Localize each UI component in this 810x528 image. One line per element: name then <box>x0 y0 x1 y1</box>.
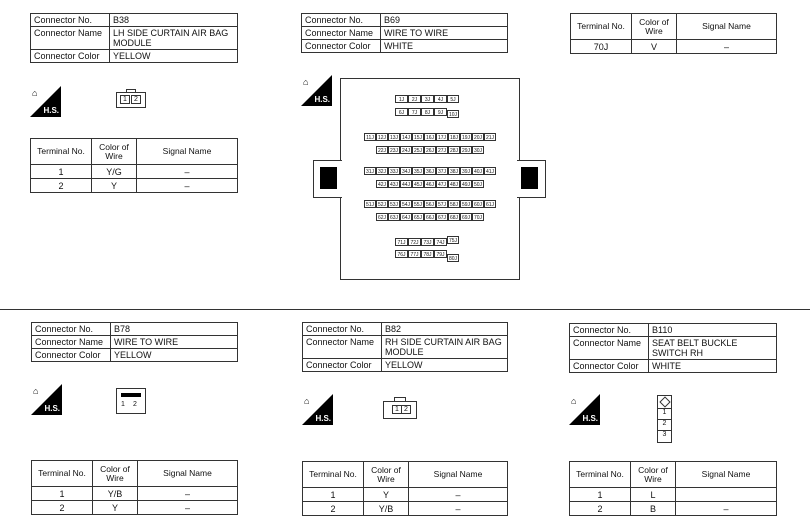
pin-54j: 54J <box>401 202 411 208</box>
pin-63j: 63J <box>389 215 399 221</box>
table-row: 2 Y – <box>31 179 238 193</box>
pin-27j: 27J <box>437 148 447 154</box>
pin-46j: 46J <box>425 182 435 188</box>
pin-30j: 30J <box>473 148 483 154</box>
pin-48j: 48J <box>449 182 459 188</box>
pin-39j: 39J <box>461 169 471 175</box>
pin-17j: 17J <box>437 135 447 141</box>
hs-icon: ⌂ H.S. <box>303 77 330 104</box>
label-connector-name: Connector Name <box>302 27 381 40</box>
label-connector-name: Connector Name <box>31 27 110 50</box>
pin-71j: 71J <box>395 238 408 246</box>
table-row: 2 Y/B – <box>303 502 508 516</box>
connector-name: WIRE TO WIRE <box>111 336 238 349</box>
pin-31j: 31J <box>365 169 375 175</box>
pin-38j: 38J <box>449 169 459 175</box>
header-wire-color: Color of Wire <box>632 14 677 40</box>
pin-76j: 76J <box>395 250 408 258</box>
connector-face-b110 <box>657 395 672 443</box>
pin-7j: 7J <box>408 108 421 116</box>
pin-75j: 75J <box>448 238 458 244</box>
pin-3j: 3J <box>421 95 434 103</box>
pin-6j: 6J <box>395 108 408 116</box>
pin-22j: 22J <box>377 148 387 154</box>
pin-57j: 57J <box>437 202 447 208</box>
header-signal-name: Signal Name <box>137 139 238 165</box>
pin-23j: 23J <box>389 148 399 154</box>
header-signal-name: Signal Name <box>677 14 777 40</box>
terminal-table-b78 <box>31 460 238 515</box>
label-connector-name: Connector Name <box>32 336 111 349</box>
pin-50j: 50J <box>473 182 483 188</box>
table-row: 2 Y – <box>32 501 238 515</box>
pin-16j: 16J <box>425 135 435 141</box>
header-terminal-no: Terminal No. <box>571 14 632 40</box>
header-wire-color: Color of Wire <box>93 461 138 487</box>
pin-74j: 74J <box>434 238 447 246</box>
connector-color: WHITE <box>381 40 508 53</box>
pin-64j: 64J <box>401 215 411 221</box>
label-connector-color: Connector Color <box>570 360 649 373</box>
connector-name: SEAT BELT BUCKLE SWITCH RH <box>649 337 777 360</box>
pin-53j: 53J <box>389 202 399 208</box>
pin-66j: 66J <box>425 215 435 221</box>
pin-15j: 15J <box>413 135 423 141</box>
pin-44j: 44J <box>401 182 411 188</box>
connector-color: WHITE <box>649 360 777 373</box>
label-connector-no: Connector No. <box>302 14 381 27</box>
label-connector-no: Connector No. <box>31 14 110 27</box>
pin-29j: 29J <box>461 148 471 154</box>
table-row: 70J V – <box>571 40 777 54</box>
label-connector-no: Connector No. <box>303 323 382 336</box>
connector-name: LH SIDE CURTAIN AIR BAG MODULE <box>110 27 238 50</box>
pin-1: 1 <box>658 408 671 416</box>
pin-1: 1 <box>120 95 130 104</box>
connector-face-b38 <box>116 92 146 108</box>
pin-59j: 59J <box>461 202 471 208</box>
terminal-table-b69 <box>570 13 777 54</box>
header-wire-color: Color of Wire <box>92 139 137 165</box>
connector-color: YELLOW <box>110 50 238 63</box>
hs-icon: ⌂ H.S. <box>304 396 331 423</box>
table-row: 1 L <box>570 488 777 502</box>
pin-10j: 10J <box>448 112 458 118</box>
hs-icon: ⌂ H.S. <box>33 386 60 413</box>
connector-no: B69 <box>381 14 508 27</box>
header-terminal-no: Terminal No. <box>570 462 631 488</box>
table-row: 1 Y/B – <box>32 487 238 501</box>
connector-info-b110 <box>569 323 777 373</box>
label-connector-no: Connector No. <box>32 323 111 336</box>
header-wire-color: Color of Wire <box>631 462 676 488</box>
terminal-table-b82 <box>302 461 508 516</box>
pin-8j: 8J <box>421 108 434 116</box>
pin-72j: 72J <box>408 238 421 246</box>
label-connector-name: Connector Name <box>303 336 382 359</box>
table-row: 1 Y/G – <box>31 165 238 179</box>
terminal-table-b38 <box>30 138 238 193</box>
label-connector-color: Connector Color <box>32 349 111 362</box>
pin-51j: 51J <box>365 202 375 208</box>
connector-no: B78 <box>111 323 238 336</box>
connector-color: YELLOW <box>382 359 508 372</box>
table-row: 1 Y – <box>303 488 508 502</box>
pin-70j: 70J <box>473 215 483 221</box>
connector-name: WIRE TO WIRE <box>381 27 508 40</box>
header-signal-name: Signal Name <box>409 462 508 488</box>
table-row: 2 B – <box>570 502 777 516</box>
hs-icon: ⌂ H.S. <box>571 396 598 423</box>
pin-19j: 19J <box>461 135 471 141</box>
label-connector-color: Connector Color <box>31 50 110 63</box>
pin-78j: 78J <box>421 250 434 258</box>
connector-face-b82 <box>383 401 417 419</box>
pin-49j: 49J <box>461 182 471 188</box>
pin-11j: 11J <box>364 133 376 141</box>
pin-3: 3 <box>658 430 671 438</box>
pin-65j: 65J <box>413 215 423 221</box>
pin-32j: 32J <box>377 169 387 175</box>
header-signal-name: Signal Name <box>676 462 777 488</box>
connector-info-b78 <box>31 322 238 362</box>
pin-24j: 24J <box>401 148 411 154</box>
pin-47j: 47J <box>437 182 447 188</box>
pin-1: 1 <box>392 405 402 414</box>
pin-12j: 12J <box>377 135 387 141</box>
terminal-table-b110 <box>569 461 777 516</box>
hs-icon: ⌂ H.S. <box>32 88 59 115</box>
pin-35j: 35J <box>413 169 423 175</box>
label-connector-no: Connector No. <box>570 324 649 337</box>
pin-40j: 40J <box>473 169 483 175</box>
pin-18j: 18J <box>449 135 459 141</box>
header-terminal-no: Terminal No. <box>32 461 93 487</box>
pin-79j: 79J <box>434 250 447 258</box>
connector-info-b82 <box>302 322 508 372</box>
pin-80j: 80J <box>448 256 458 262</box>
label-connector-color: Connector Color <box>303 359 382 372</box>
pin-43j: 43J <box>389 182 399 188</box>
pin-1j: 1J <box>395 95 408 103</box>
pin-33j: 33J <box>389 169 399 175</box>
pin-28j: 28J <box>449 148 459 154</box>
pin-36j: 36J <box>425 169 435 175</box>
pin-2j: 2J <box>408 95 421 103</box>
connector-face-b78 <box>116 388 146 414</box>
pin-73j: 73J <box>421 238 434 246</box>
pin-69j: 69J <box>461 215 471 221</box>
pin-60j: 60J <box>473 202 483 208</box>
pin-42j: 42J <box>377 182 387 188</box>
pin-61j: 61J <box>485 202 495 208</box>
pin-45j: 45J <box>413 182 423 188</box>
pin-9j: 9J <box>434 108 447 116</box>
pin-37j: 37J <box>437 169 447 175</box>
connector-no: B82 <box>382 323 508 336</box>
header-terminal-no: Terminal No. <box>31 139 92 165</box>
pin-21j: 21J <box>485 135 495 141</box>
pin-1: 1 <box>121 401 125 408</box>
pin-2: 2 <box>133 401 137 408</box>
label-connector-color: Connector Color <box>302 40 381 53</box>
connector-info-b69 <box>301 13 508 53</box>
pin-13j: 13J <box>389 135 399 141</box>
pin-67j: 67J <box>437 215 447 221</box>
pin-5j: 5J <box>447 95 459 103</box>
pin-20j: 20J <box>473 135 483 141</box>
header-wire-color: Color of Wire <box>364 462 409 488</box>
pin-2: 2 <box>131 95 141 104</box>
pin-62j: 62J <box>377 215 387 221</box>
connector-no: B38 <box>110 14 238 27</box>
header-signal-name: Signal Name <box>138 461 238 487</box>
pin-52j: 52J <box>377 202 387 208</box>
pin-26j: 26J <box>425 148 435 154</box>
pin-2: 2 <box>401 405 411 414</box>
connector-color: YELLOW <box>111 349 238 362</box>
header-terminal-no: Terminal No. <box>303 462 364 488</box>
pin-55j: 55J <box>413 202 423 208</box>
connector-no: B110 <box>649 324 777 337</box>
connector-info-b38 <box>30 13 238 63</box>
pin-2: 2 <box>658 419 671 427</box>
pin-68j: 68J <box>449 215 459 221</box>
pin-4j: 4J <box>434 95 447 103</box>
pin-41j: 41J <box>485 169 495 175</box>
pin-34j: 34J <box>401 169 411 175</box>
pin-56j: 56J <box>425 202 435 208</box>
pin-25j: 25J <box>413 148 423 154</box>
pin-14j: 14J <box>401 135 411 141</box>
label-connector-name: Connector Name <box>570 337 649 360</box>
section-divider <box>0 309 810 310</box>
pin-77j: 77J <box>408 250 421 258</box>
connector-name: RH SIDE CURTAIN AIR BAG MODULE <box>382 336 508 359</box>
pin-58j: 58J <box>449 202 459 208</box>
